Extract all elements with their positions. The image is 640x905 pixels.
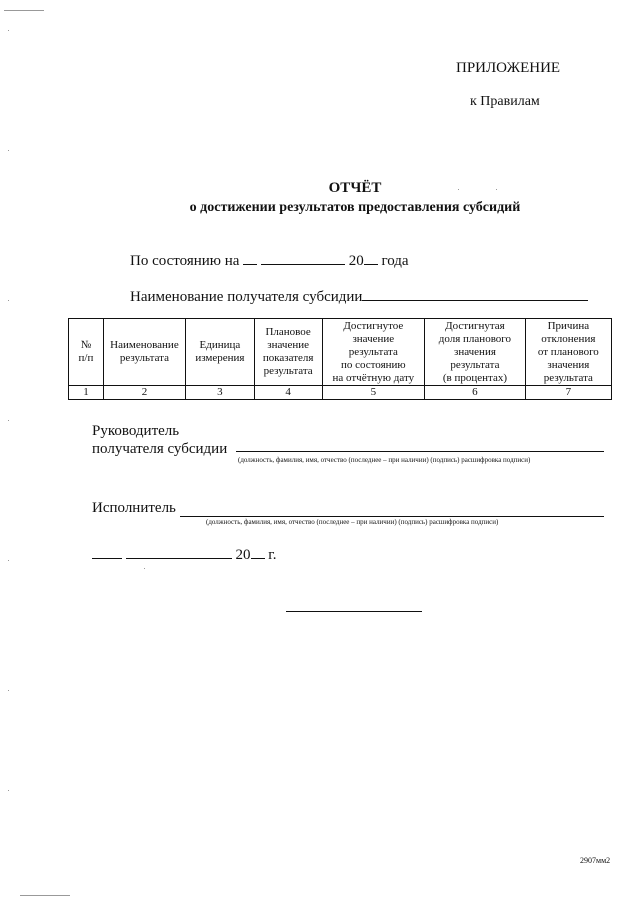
year-prefix: 20 — [348, 253, 364, 269]
recipient-line — [130, 286, 588, 306]
column-number: 1 — [69, 386, 104, 400]
executor-label: Исполнитель — [92, 500, 176, 516]
day-blank — [243, 250, 257, 265]
date-month-blank — [126, 544, 232, 559]
column-header-line: Наименование — [110, 339, 179, 351]
column-header-line: значения — [547, 358, 590, 371]
column-header-line: Плановое — [265, 326, 311, 338]
report-title: ОТЧЁТ — [328, 180, 382, 196]
column-number: 5 — [322, 386, 425, 400]
as-of-label: По состоянию на — [130, 253, 240, 269]
column-header-line: результата — [348, 345, 398, 358]
table-header-row — [69, 319, 612, 386]
column-header-line: значения — [453, 345, 496, 358]
scan-edge-mark — [4, 10, 44, 11]
year-blank — [364, 250, 378, 265]
scan-speck — [496, 189, 497, 190]
column-number: 7 — [525, 386, 611, 400]
executor-signature-line — [180, 502, 604, 517]
head-signature-line — [236, 437, 604, 452]
head-label-line1: Руководитель — [92, 423, 180, 439]
column-number: 4 — [254, 386, 322, 400]
date-day-blank — [92, 544, 122, 559]
table-number-row — [69, 386, 612, 400]
recipient-blank — [362, 286, 588, 301]
as-of-date-line — [130, 250, 409, 270]
column-header — [322, 319, 425, 386]
document-code: 2907мм2 — [580, 856, 611, 865]
date-year-prefix: 20 — [235, 547, 251, 563]
column-header-line: отклонения — [541, 332, 596, 345]
column-header-line: значение — [352, 332, 395, 345]
column-header-line: Достигнутая — [445, 319, 505, 332]
column-header-line: результата — [450, 358, 500, 371]
column-number: 3 — [186, 386, 255, 400]
closing-divider — [286, 610, 422, 612]
appendix-label: ПРИЛОЖЕНИЕ — [456, 60, 561, 76]
column-header-line: результата — [263, 365, 313, 377]
head-label — [92, 422, 227, 458]
column-header-line: п/п — [78, 352, 94, 364]
scan-speck — [144, 568, 145, 569]
column-header — [425, 319, 526, 386]
column-header-line: показателя — [262, 352, 314, 364]
column-header — [186, 319, 255, 386]
column-header-line: № — [80, 339, 92, 351]
scan-speck — [458, 189, 459, 190]
head-label-line2: получателя субсидии — [92, 441, 228, 457]
year-suffix: года — [381, 253, 409, 269]
executor-signature-caption: (должность, фамилия, имя, отчество (последнее – при наличии) (подпись) расшифровка подписи) — [206, 518, 499, 526]
scan-speck — [8, 690, 9, 691]
column-header-line: значение — [267, 339, 309, 351]
column-header — [525, 319, 611, 386]
scan-speck — [8, 30, 9, 31]
scan-speck — [8, 150, 9, 151]
column-number: 6 — [425, 386, 526, 400]
date-year-blank — [251, 544, 265, 559]
column-header-line: доля планового — [438, 332, 512, 345]
column-header — [254, 319, 322, 386]
report-subtitle: о достижении результатов предоставления субсидий — [189, 200, 521, 215]
column-header-line: Единица — [199, 339, 241, 351]
column-header — [69, 319, 104, 386]
scan-speck — [8, 790, 9, 791]
date-suffix: г. — [268, 547, 277, 563]
scan-edge-mark — [20, 895, 70, 896]
scan-speck — [8, 420, 9, 421]
column-header-line: на отчётную дату — [332, 371, 415, 384]
results-table — [68, 318, 612, 400]
to-rules-label: к Правилам — [470, 94, 540, 109]
date-line — [92, 544, 276, 564]
scan-speck — [8, 300, 9, 301]
column-header-line: от планового — [537, 345, 599, 358]
column-header-line: результата — [543, 371, 593, 384]
column-header — [103, 319, 185, 386]
column-header-line: (в процентах) — [442, 371, 507, 384]
column-header-line: Достигнутое — [343, 319, 404, 332]
column-header-line: по состоянию — [340, 358, 406, 371]
month-blank — [261, 250, 345, 265]
head-signature-caption: (должность, фамилия, имя, отчество (последнее – при наличии) (подпись) расшифровка подписи) — [238, 456, 531, 464]
column-header-line: результата — [119, 352, 169, 364]
column-header-line: измерения — [195, 352, 245, 364]
scan-speck — [8, 560, 9, 561]
column-header-line: Причина — [547, 319, 590, 332]
column-number: 2 — [103, 386, 185, 400]
recipient-label: Наименование получателя субсидии — [130, 289, 363, 305]
